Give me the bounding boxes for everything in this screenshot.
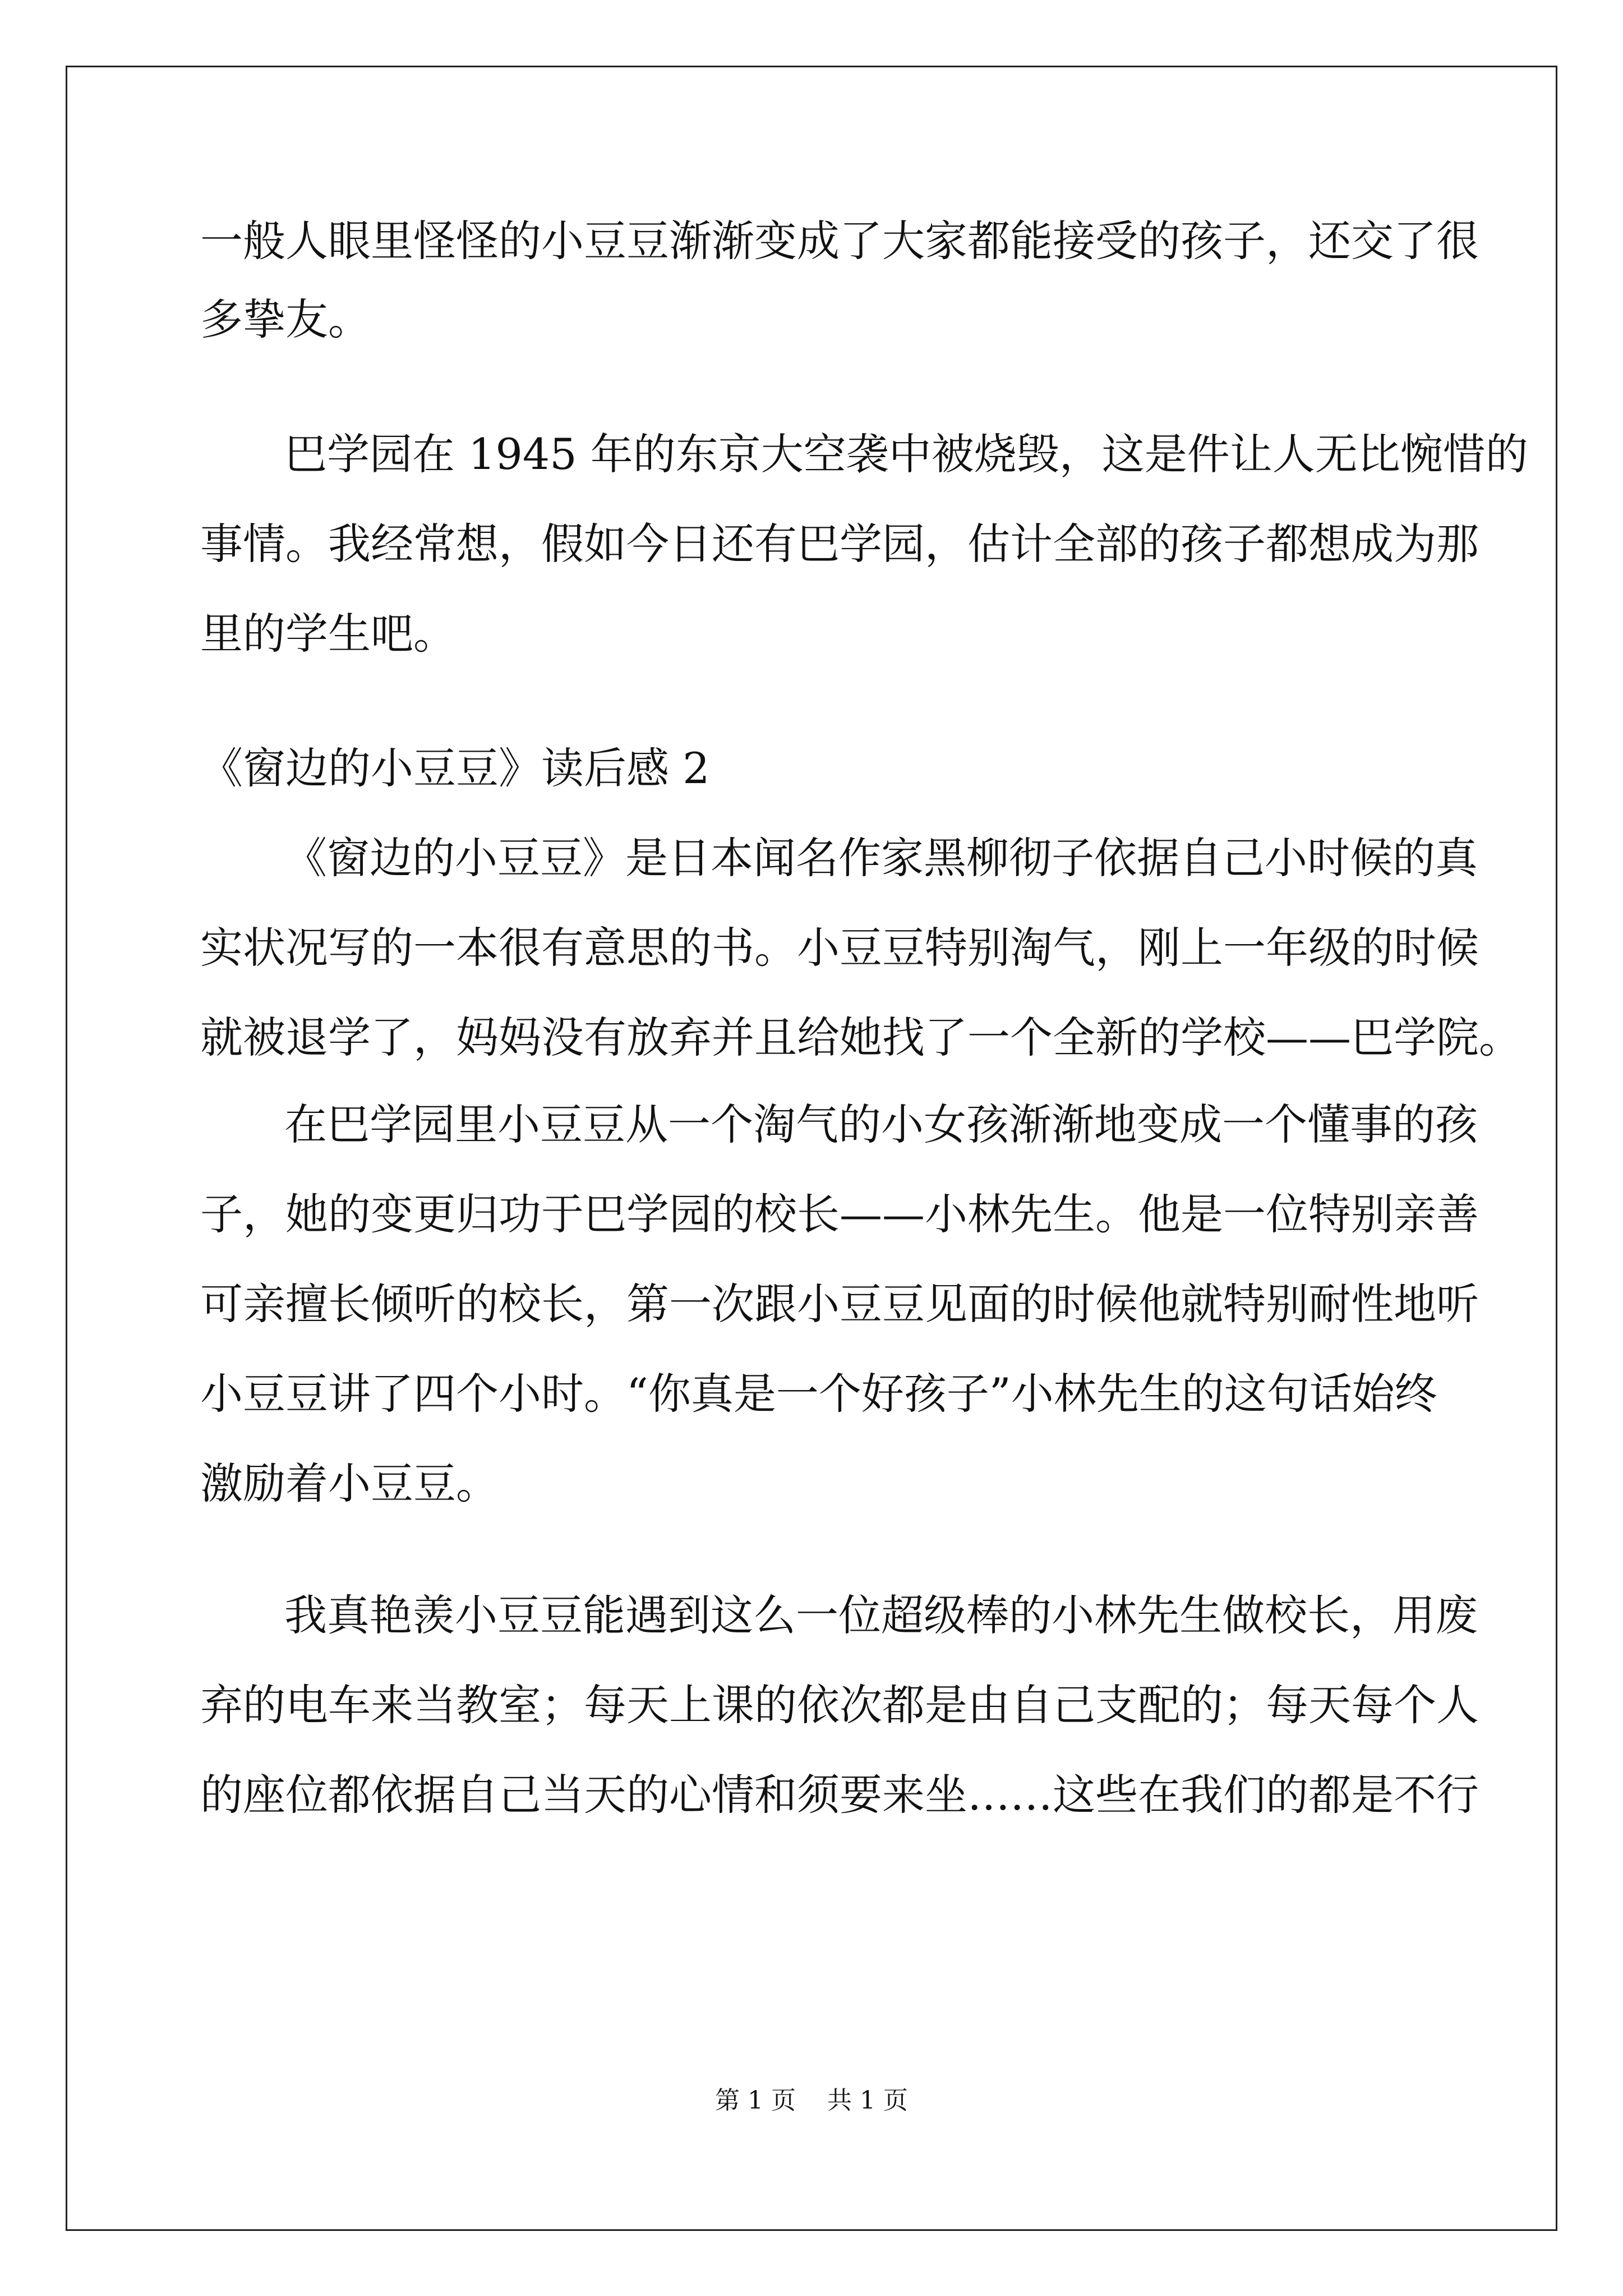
- text-line: 激励着小豆豆。: [200, 1458, 499, 1508]
- text-line: 就被退学了，妈妈没有放弃并且给她找了一个全新的学校——巴学院。: [200, 1013, 1521, 1062]
- text-line: 可亲擅长倾听的校长，第一次跟小豆豆见面的时候他就特别耐性地听: [200, 1279, 1479, 1329]
- text-line: 里的学生吧。: [200, 609, 456, 659]
- text-line: 的座位都依据自己当天的心情和须要来坐……这些在我们的都是不行: [200, 1770, 1479, 1820]
- text-line: 巴学园在 1945 年的东京大空袭中被烧毁，这是件让人无比惋惜的: [284, 429, 1528, 479]
- text-line: 我真艳羡小豆豆能遇到这么一位超级棒的小林先生做校长，用废: [284, 1590, 1478, 1640]
- text-line: 事情。我经常想，假如今日还有巴学园，估计全部的孩子都想成为那: [200, 519, 1479, 569]
- text-line: 一般人眼里怪怪的小豆豆渐渐变成了大家都能接受的孩子，还交了很: [200, 216, 1479, 266]
- text-line: 实状况写的一本很有意思的书。小豆豆特别淘气，刚上一年级的时候: [200, 923, 1479, 973]
- text-line: 子，她的变更归功于巴学园的校长——小林先生。他是一位特别亲善: [200, 1189, 1479, 1239]
- section-heading: 《窗边的小豆豆》读后感 2: [200, 743, 710, 793]
- text-line: 弃的电车来当教室；每天上课的依次都是由自己支配的；每天每个人: [200, 1680, 1479, 1730]
- text-line: 小豆豆讲了四个小时。“你真是一个好孩子”小林先生的这句话始终: [200, 1369, 1437, 1419]
- text-line: 在巴学园里小豆豆从一个淘气的小女孩渐渐地变成一个懂事的孩: [284, 1099, 1478, 1149]
- text-line: 多挚友。: [200, 295, 371, 344]
- text-line: 《窗边的小豆豆》是日本闻名作家黑柳彻子依据自己小时候的真: [284, 833, 1478, 883]
- page-footer: 第 1 页 共 1 页: [715, 2086, 908, 2115]
